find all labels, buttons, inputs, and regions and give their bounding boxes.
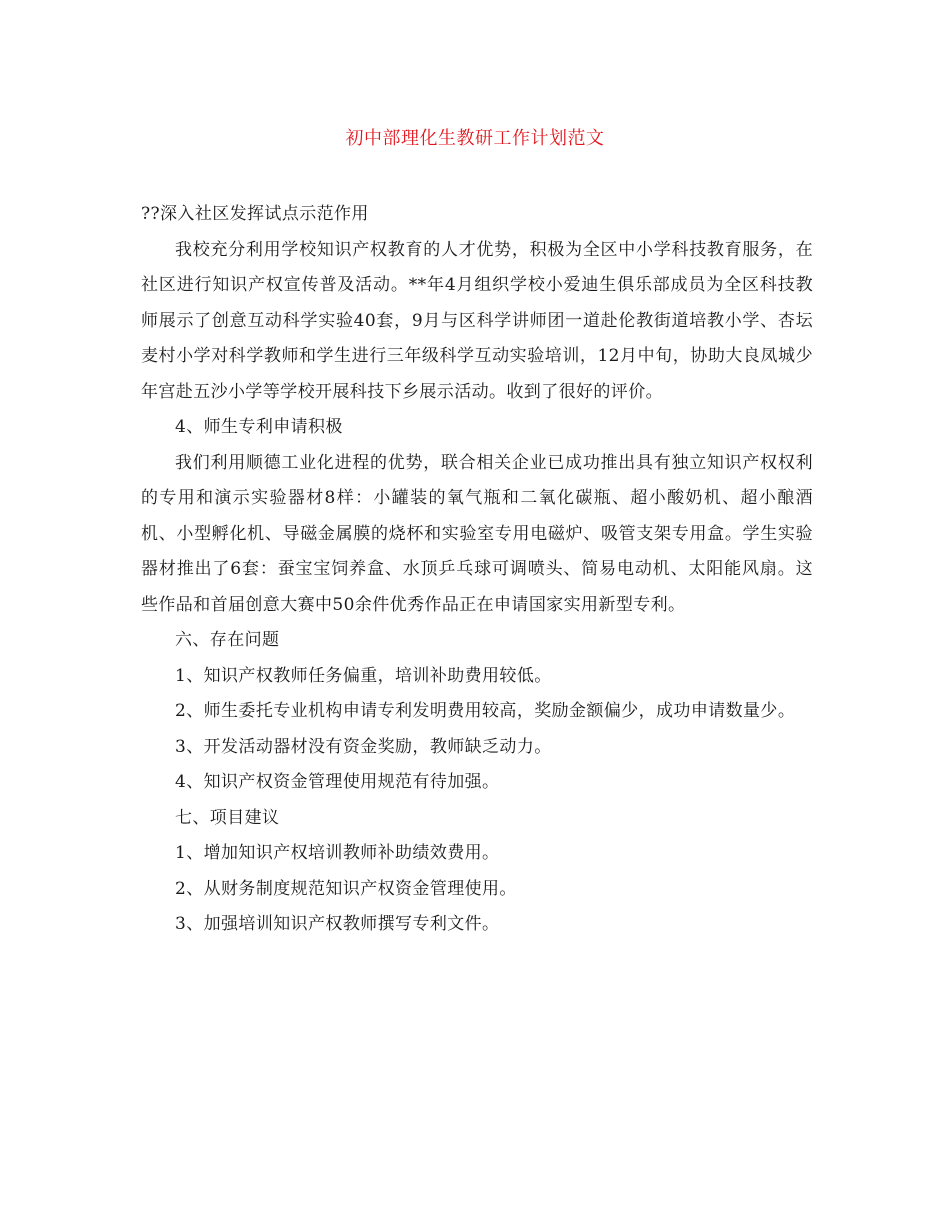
section-heading: 4、师生专利申请积极 xyxy=(175,417,343,437)
document-body xyxy=(141,197,813,943)
list-item: 3、加强培训知识产权教师撰写专利文件。 xyxy=(175,914,500,934)
list-item: 2、师生委托专业机构申请专利发明费用较高，奖励金额偏少，成功申请数量少。 xyxy=(175,701,796,721)
section-heading: 六、存在问题 xyxy=(175,630,280,650)
paragraph: ??深入社区发挥试点示范作用 xyxy=(141,204,369,224)
paragraph: 我们利用顺德工业化进程的优势，联合相关企业已成功推出具有独立知识产权权利的专用和演示实验器材8样：小罐装的氧气瓶和二氧化碳瓶、超小酸奶机、超小酿酒机、小型孵化机、导磁金属膜的烧杯和实验室专用电磁炉、吸管支架专用盒。学生实验器材推出了6套：蚕宝宝饲养盒、水顶乒乓球可调喷头、简易电动机、太阳能风扇。这些作品和首届创意大赛中50余件优秀作品正在申请国家实用新型专利。 xyxy=(141,452,813,615)
list-item: 2、从财务制度规范知识产权资金管理使用。 xyxy=(175,878,517,899)
document-title: 初中部理化生教研工作计划范文 xyxy=(345,128,605,149)
paragraph: 我校充分利用学校知识产权教育的人才优势，积极为全区中小学科技教育服务，在社区进行知识产权宣传普及活动。**年4月组织学校小爱迪生俱乐部成员为全区科技教师展示了创意互动科学实验40套，9月与区科学讲师团一道赴伦教街道培教小学、杏坛麦村小学对科学教师和学生进行三年级科学互动实验培训，12月中旬，协助大良凤城少年宫赴五沙小学等学校开展科技下乡展示活动。收到了很好的评价。 xyxy=(141,239,813,402)
list-item: 1、知识产权教师任务偏重，培训补助费用较低。 xyxy=(175,665,552,686)
list-item: 4、知识产权资金管理使用规范有待加强。 xyxy=(175,772,500,792)
section-heading: 七、项目建议 xyxy=(175,807,280,828)
list-item: 1、增加知识产权培训教师补助绩效费用。 xyxy=(175,843,500,863)
list-item: 3、开发活动器材没有资金奖励，教师缺乏动力。 xyxy=(175,736,552,757)
